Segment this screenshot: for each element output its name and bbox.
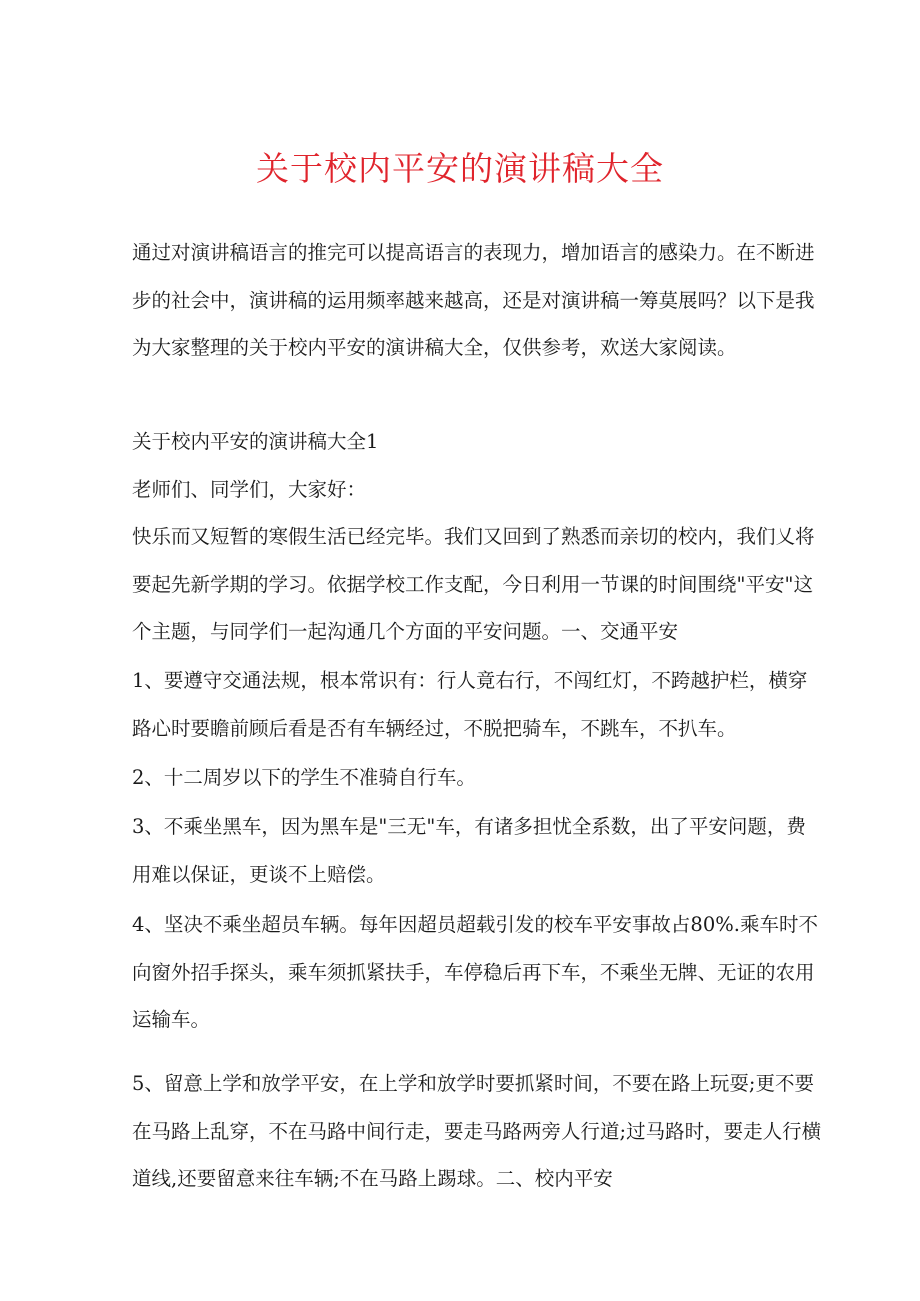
text-line: 为大家整理的关于校内平安的演讲稿大全，仅供参考，欢送大家阅读。: [132, 336, 737, 359]
text-line: 用难以保证，更谈不上赔偿。: [132, 862, 386, 886]
list-item: [132, 657, 808, 752]
text-line: 2、十二周岁以下的学生不准骑自行车。: [132, 766, 476, 789]
document-title: 关于校内平安的演讲稿大全: [256, 149, 664, 188]
text-line: 向窗外招手探头，乘车须抓紧扶手，车停稳后再下车，不乘坐无牌、无证的农用: [132, 960, 815, 984]
greeting-text: 老师们、同学们，大家好：: [132, 478, 367, 501]
text-line: 个主题，与同学们一起沟通几个方面的平安问题。一、交通平安: [132, 620, 679, 643]
list-item: [132, 1060, 822, 1203]
text-line: 步的社会中，演讲稿的运用频率越来越高，还是对演讲稿一筹莫展吗？以下是我: [132, 288, 815, 312]
intro-paragraph: [132, 229, 815, 372]
list-item: [132, 901, 818, 1044]
greeting: [132, 466, 792, 514]
text-line: 3、不乘坐黑车，因为黑车是"三无"车，有诸多担忧全系数，出了平安问题，费: [132, 815, 806, 838]
text-line: 1、要遵守交通法规，根本常识有：行人竟右行，不闯红灯，不跨越护栏，横穿: [132, 669, 808, 692]
section-heading: [132, 418, 792, 466]
text-line: 要起先新学期的学习。依据学校工作支配，今日利用一节课的时间围绕"平安"这: [132, 572, 813, 596]
text-line: 通过对演讲稿语言的推完可以提高语言的表现力，增加语言的感染力。在不断进: [132, 241, 815, 264]
text-line: 快乐而又短暂的寒假生活已经完毕。我们又回到了熟悉而亲切的校内，我们乂将: [132, 525, 815, 548]
list-item: [132, 754, 792, 802]
opening-paragraph: [132, 513, 815, 656]
list-item: [132, 803, 806, 898]
section-heading-text: 关于校内平安的演讲稿大全1: [132, 430, 379, 453]
text-line: 5、留意上学和放学平安，在上学和放学时要抓紧时间，不要在路上玩耍;更不要: [132, 1072, 814, 1095]
text-line: 在马路上乱穿，不在马路中间行走，要走马路两旁人行道;过马路时，要走人行横: [132, 1119, 822, 1143]
text-line: 4、坚决不乘坐超员车辆。每年因超员超载引发的校车平安事故占80%.乘车时不: [132, 913, 818, 936]
text-line: 路心时要瞻前顾后看是否有车辆经过，不脱把骑车，不跳车，不扒车。: [132, 716, 737, 740]
text-line: 道线,还要留意来往车辆;不在马路上踢球。二、校内平安: [132, 1167, 613, 1190]
text-line: 运输车。: [132, 1008, 211, 1031]
